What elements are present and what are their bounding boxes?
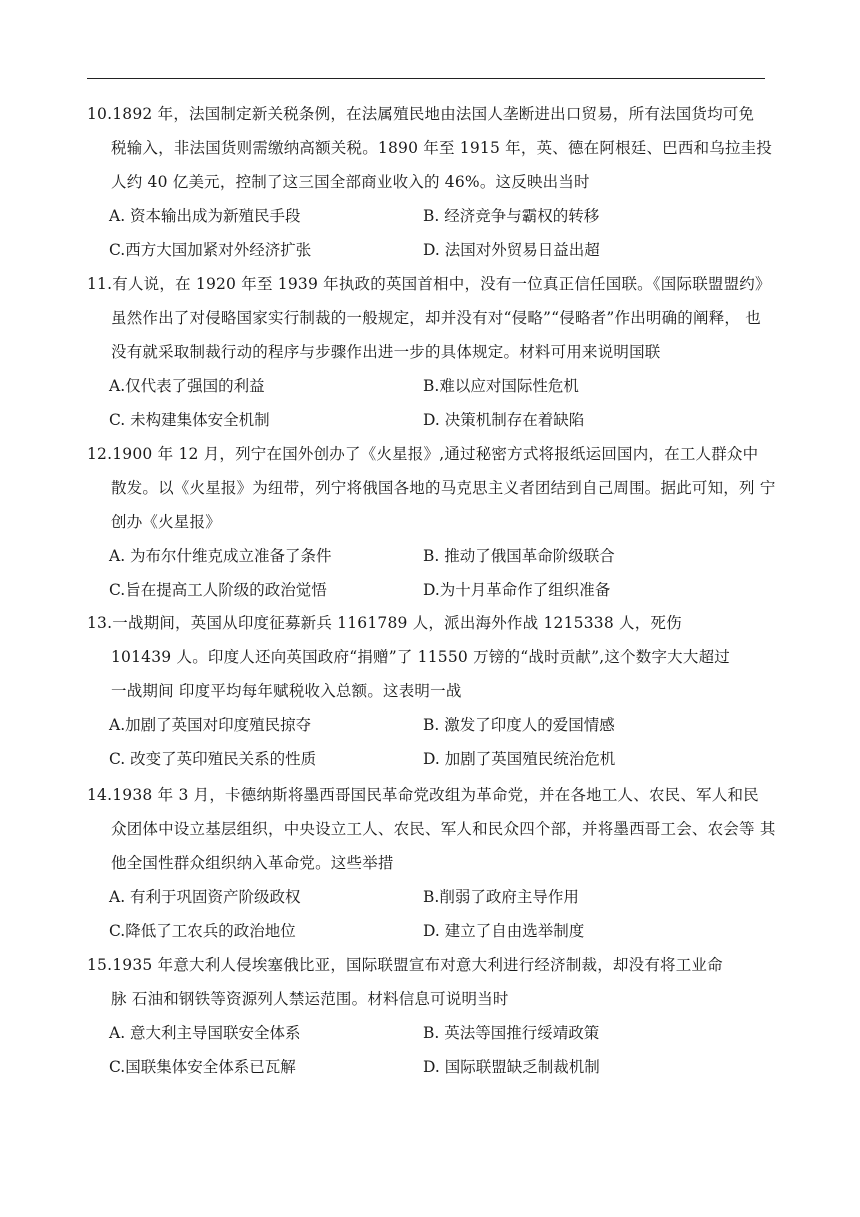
question-stem-line: 创办《火星报》	[111, 513, 221, 531]
option-d[interactable]: D. 决策机制存在着缺陷	[423, 411, 585, 429]
option-row	[87, 914, 777, 948]
option-b[interactable]: B. 推动了俄国革命阶级联合	[423, 547, 615, 565]
option-row	[87, 708, 777, 742]
option-b[interactable]: B. 经济竞争与霸权的转移	[423, 207, 600, 225]
question-stem-line: 15.1935 年意大利人侵埃塞俄比亚，国际联盟宣布对意大利进行经济制裁，却没有将工业命	[87, 956, 723, 974]
question-stem-line: 12.1900 年 12 月，列宁在国外创办了《火星报》,通过秘密方式将报纸运回国内，在工人群众中	[87, 445, 759, 463]
question-stem-line: 10.1892 年，法国制定新关税条例，在法属殖民地由法国人垄断进出口贸易，所有法国货均可免	[87, 105, 755, 123]
option-d[interactable]: D.为十月革命作了组织准备	[423, 581, 611, 599]
question-14	[87, 778, 777, 948]
question-stem-line: 众团体中设立基层组织，中央设立工人、农民、军人和民众四个部，并将墨西哥工会、农会等 其	[111, 820, 776, 838]
question-stem-line: 14.1938 年 3 月，卡德纳斯将墨西哥国民革命党改组为革命党，并在各地工人、农民、军人和民	[87, 786, 759, 804]
option-c[interactable]: C. 改变了英印殖民关系的性质	[109, 750, 317, 768]
option-b[interactable]: B.难以应对国际性危机	[423, 377, 579, 395]
option-b[interactable]: B. 激发了印度人的爱国情感	[423, 716, 615, 734]
option-row	[87, 233, 777, 267]
option-row	[87, 573, 777, 607]
question-stem-line: 人约 40 亿美元，控制了这三国全部商业收入的 46%。这反映出当时	[111, 173, 590, 191]
question-stem-line: 13.一战期间，英国从印度征募新兵 1161789 人，派出海外作战 1215338 人，死伤	[87, 614, 682, 632]
option-a[interactable]: A. 资本输出成为新殖民手段	[109, 207, 301, 225]
question-stem-line: 税输入，非法国货则需缴纳高额关税。1890 年至 1915 年，英、德在阿根廷、巴西和乌拉圭投	[111, 139, 773, 157]
question-stem-line: 没有就采取制裁行动的程序与步骤作出进一步的具体规定。材料可用来说明国联	[111, 343, 661, 361]
question-13	[87, 606, 777, 776]
option-b[interactable]: B. 英法等国推行绥靖政策	[423, 1024, 600, 1042]
option-d[interactable]: D. 加剧了英国殖民统治危机	[423, 750, 616, 768]
option-a[interactable]: A.仅代表了强国的利益	[109, 377, 265, 395]
option-c[interactable]: C. 未构建集体安全机制	[109, 411, 270, 429]
question-stem-line: 一战期间 印度平均每年赋税收入总额。这表明一战	[111, 682, 462, 700]
header-rule	[87, 78, 765, 79]
option-row	[87, 539, 777, 573]
question-11	[87, 267, 777, 437]
question-10	[87, 97, 777, 267]
option-c[interactable]: C.旨在提高工人阶级的政治觉悟	[109, 581, 327, 599]
option-row	[87, 742, 777, 776]
option-c[interactable]: C.西方大国加紧对外经济扩张	[109, 241, 312, 259]
option-a[interactable]: A. 有利于巩固资产阶级政权	[109, 888, 301, 906]
option-row	[87, 369, 777, 403]
question-stem-line: 脉 石油和钢铁等资源列人禁运范围。材料信息可说明当时	[111, 990, 509, 1008]
question-12	[87, 437, 777, 607]
option-row	[87, 1016, 777, 1050]
question-stem-line: 101439 人。印度人还向英国政府“捐赠”了 11550 万镑的“战时贡献”,这个数字大大超过	[111, 648, 730, 666]
option-a[interactable]: A.加剧了英国对印度殖民掠夺	[109, 716, 312, 734]
question-stem-line: 虽然作出了对侵略国家实行制裁的一般规定，却并没有对“侵略”“侵略者”作出明确的阐释， 也	[111, 309, 761, 327]
option-a[interactable]: A. 为布尔什维克成立准备了条件	[109, 547, 332, 565]
option-d[interactable]: D. 法国对外贸易日益出超	[423, 241, 600, 259]
option-row	[87, 403, 777, 437]
option-a[interactable]: A. 意大利主导国联安全体系	[109, 1024, 301, 1042]
question-stem-line: 11.有人说，在 1920 年至 1939 年执政的英国首相中，没有一位真正信任国联。《国际联盟盟约》	[87, 275, 771, 293]
option-b[interactable]: B.削弱了政府主导作用	[423, 888, 579, 906]
option-row	[87, 880, 777, 914]
option-row	[87, 199, 777, 233]
option-d[interactable]: D. 建立了自由选举制度	[423, 922, 585, 940]
option-d[interactable]: D. 国际联盟缺乏制裁机制	[423, 1058, 600, 1076]
option-row	[87, 1050, 777, 1084]
question-stem-line: 他全国性群众组织纳入革命党。这些举措	[111, 854, 394, 872]
option-c[interactable]: C.国联集体安全体系已瓦解	[109, 1058, 296, 1076]
question-15	[87, 948, 777, 1084]
option-c[interactable]: C.降低了工农兵的政治地位	[109, 922, 296, 940]
question-stem-line: 散发。以《火星报》为纽带，列宁将俄国各地的马克思主义者团结到自己周围。据此可知，列 宁	[111, 479, 776, 497]
